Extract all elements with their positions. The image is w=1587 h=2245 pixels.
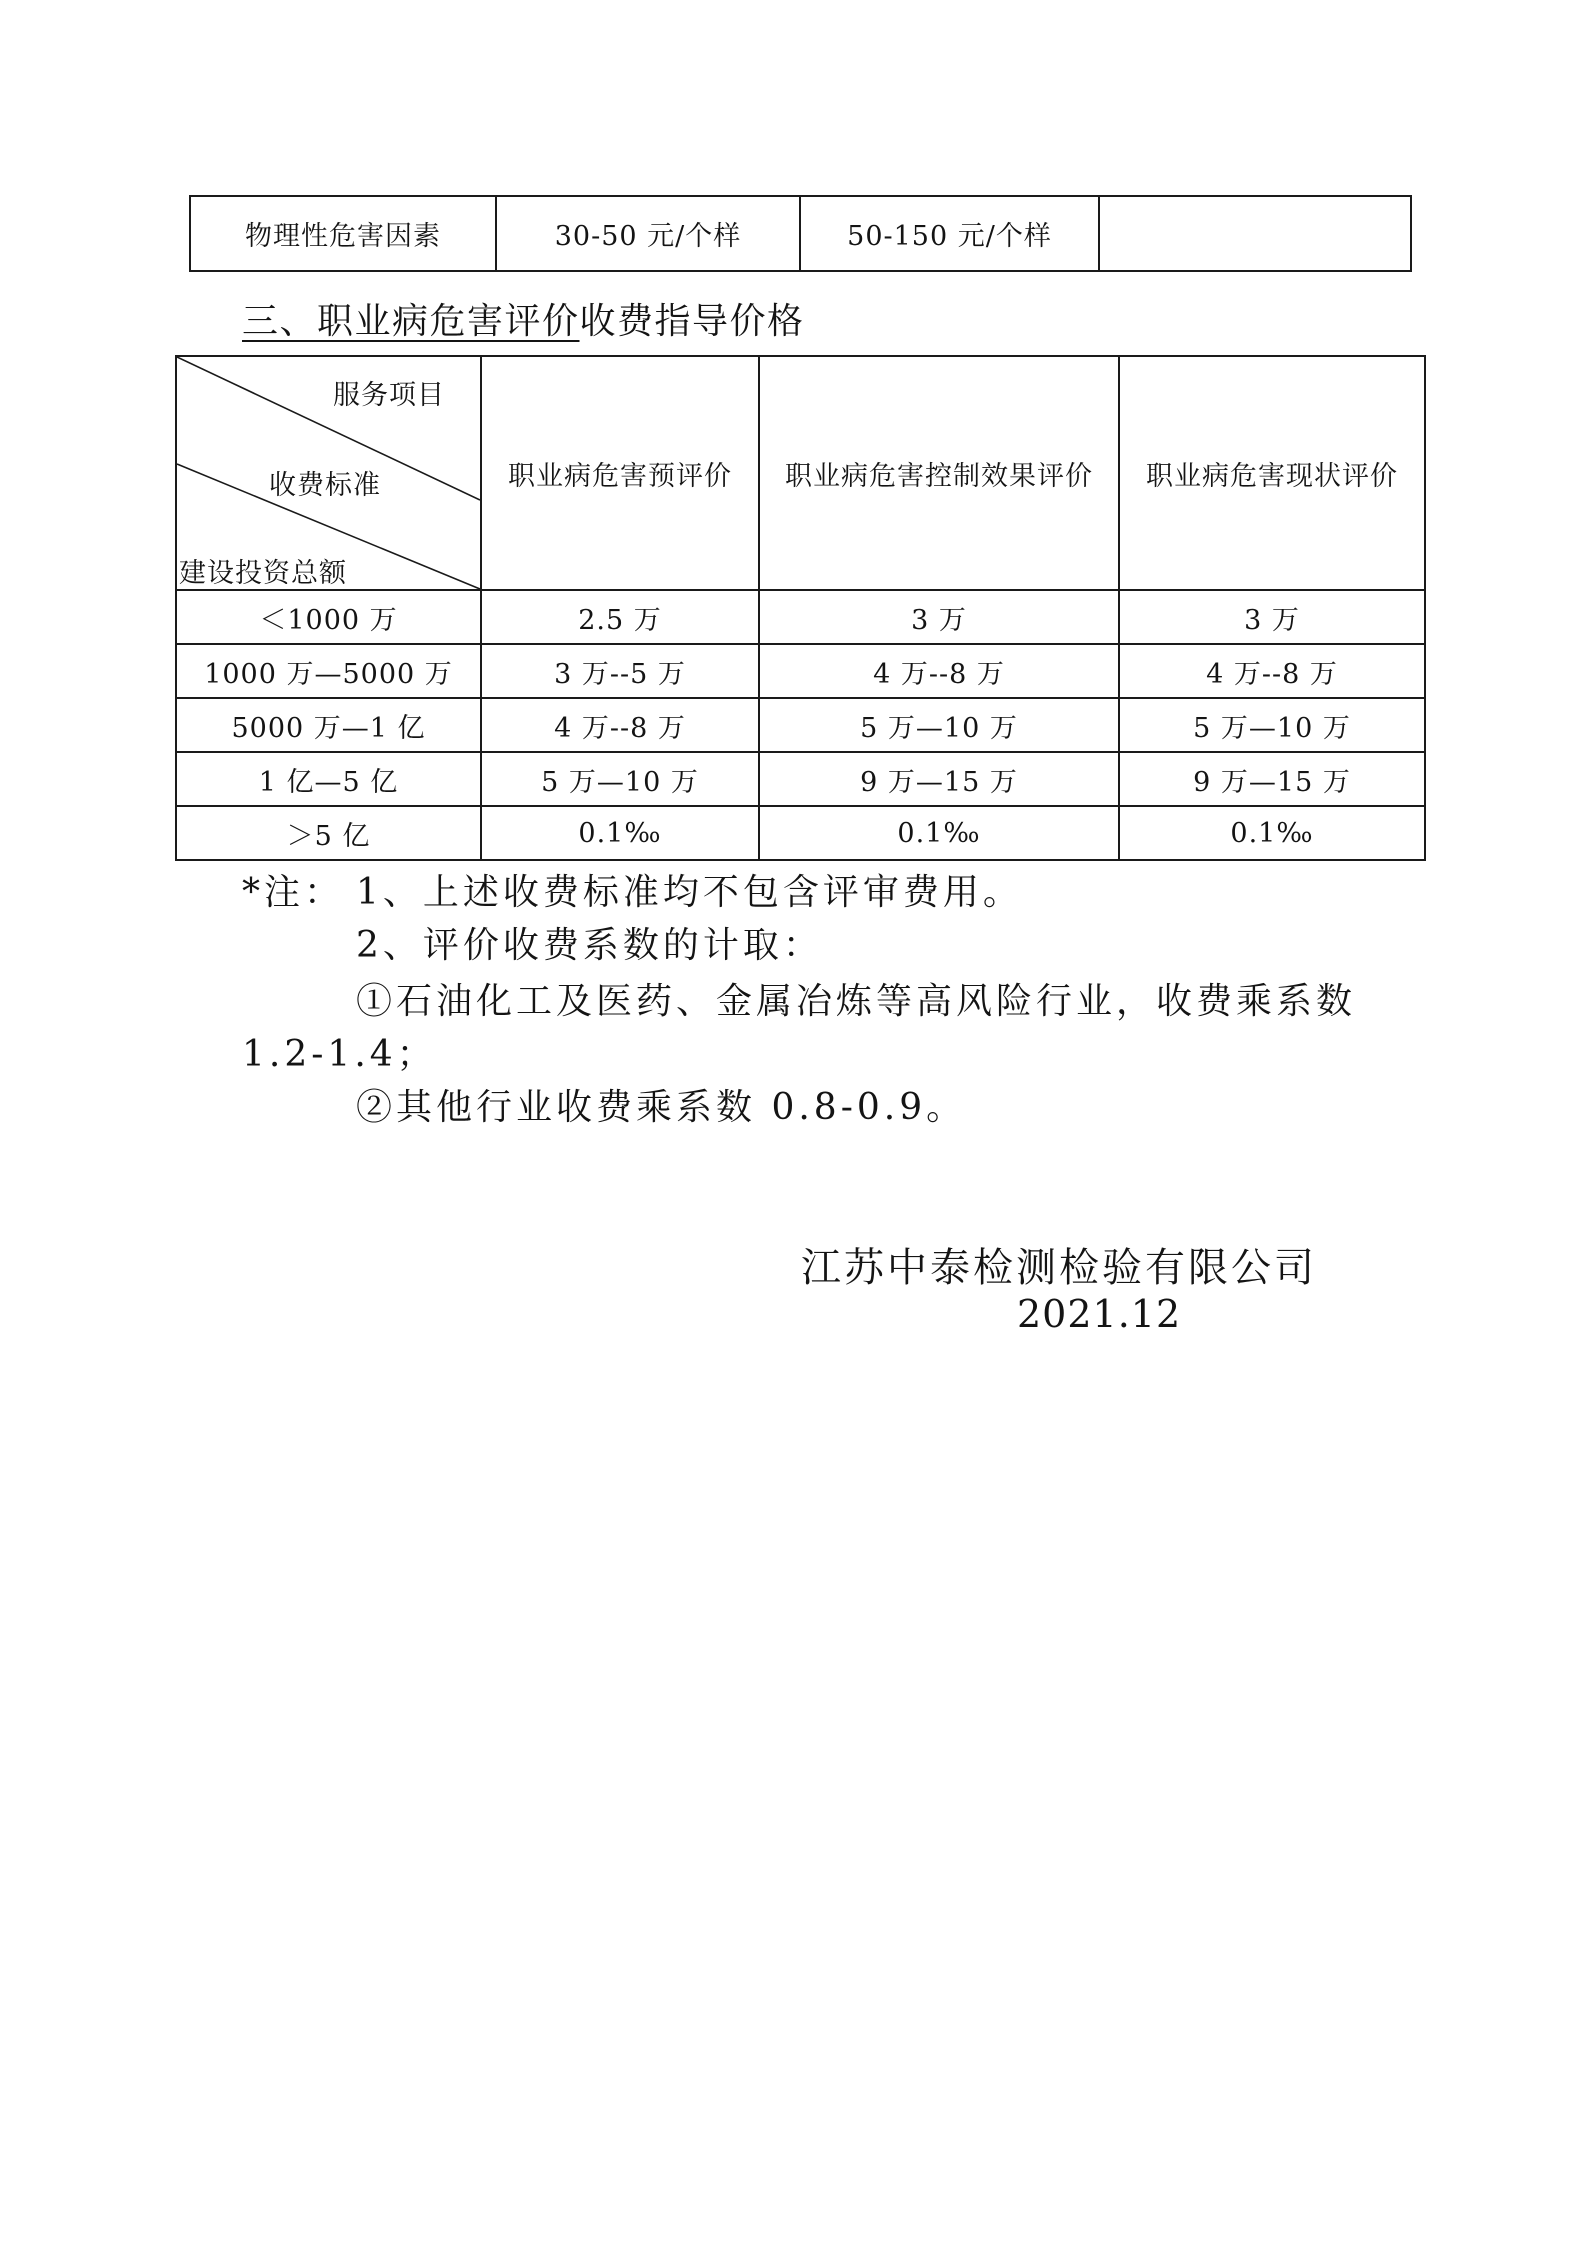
table-row [176, 806, 1425, 860]
diagonal-header [177, 357, 480, 589]
table-cell: 3 万 [1119, 590, 1425, 644]
table-cell-empty [1099, 196, 1411, 271]
header-label-standard: 收费标准 [269, 470, 381, 501]
table-cell: 50-150 元/个样 [800, 196, 1099, 271]
section-heading [242, 293, 805, 344]
table-cell: 4 万--8 万 [759, 644, 1119, 698]
header-label-service: 服务项目 [333, 380, 445, 411]
table-cell: 3 万--5 万 [481, 644, 759, 698]
row-label: 1 亿—5 亿 [176, 752, 481, 806]
note-item-2a: ①石油化工及医药、金属冶炼等高风险行业，收费乘系数 [356, 981, 1357, 1022]
table-cell: 0.1‰ [1119, 806, 1425, 860]
note-item-2a-continued: 1.2-1.4； [242, 1034, 437, 1075]
notes-marker: *注： [242, 872, 345, 913]
table-cell: 9 万—15 万 [759, 752, 1119, 806]
section-heading-rest: 收费指导价格 [579, 301, 805, 342]
diagonal-header-cell [176, 356, 481, 590]
row-label: 5000 万—1 亿 [176, 698, 481, 752]
column-header: 职业病危害预评价 [481, 356, 759, 590]
table-row [176, 698, 1425, 752]
table-cell: 4 万--8 万 [1119, 644, 1425, 698]
signature-date: 2021.12 [1017, 1292, 1182, 1336]
table-cell: 5 万—10 万 [759, 698, 1119, 752]
column-header: 职业病危害控制效果评价 [759, 356, 1119, 590]
table-cell: 5 万—10 万 [481, 752, 759, 806]
header-label-investment: 建设投资总额 [179, 558, 347, 589]
table-row [176, 644, 1425, 698]
table-cell: 5 万—10 万 [1119, 698, 1425, 752]
column-header: 职业病危害现状评价 [1119, 356, 1425, 590]
table-cell: 0.1‰ [481, 806, 759, 860]
row-label: 1000 万—5000 万 [176, 644, 481, 698]
table-cell: 0.1‰ [759, 806, 1119, 860]
table-row [176, 590, 1425, 644]
note-item-1: 1、上述收费标准均不包含评审费用。 [356, 872, 1023, 913]
top-table [189, 195, 1412, 272]
note-item-2: 2、评价收费系数的计取： [356, 925, 823, 966]
fee-table [175, 355, 1426, 861]
table-row [176, 752, 1425, 806]
table-cell: 3 万 [759, 590, 1119, 644]
note-item-2b: ②其他行业收费乘系数 0.8-0.9。 [356, 1087, 967, 1128]
row-label: ＞5 亿 [176, 806, 481, 860]
table-row [190, 196, 1411, 271]
table-cell: 9 万—15 万 [1119, 752, 1425, 806]
section-heading-underlined: 三、职业病危害评价 [242, 301, 580, 342]
row-label: ＜1000 万 [176, 590, 481, 644]
table-cell: 2.5 万 [481, 590, 759, 644]
table-cell: 30-50 元/个样 [496, 196, 800, 271]
table-cell: 物理性危害因素 [190, 196, 496, 271]
table-header-row [176, 356, 1425, 590]
signature-company: 江苏中泰检测检验有限公司 [801, 1245, 1317, 1291]
table-cell: 4 万--8 万 [481, 698, 759, 752]
